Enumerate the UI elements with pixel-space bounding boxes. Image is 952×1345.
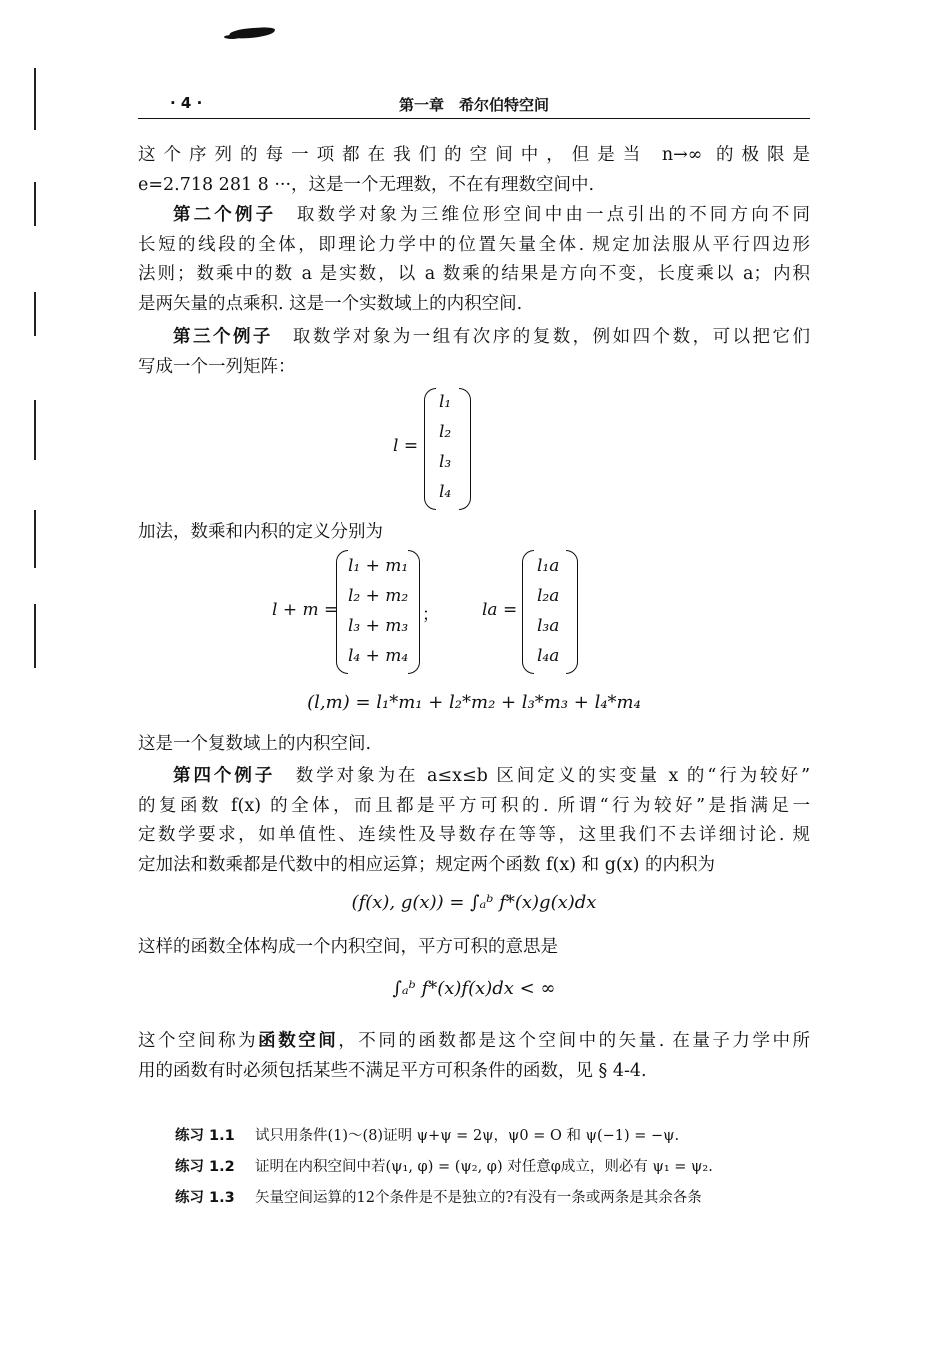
inner-product-formula: (l,m) = l₁*m₁ + l₂*m₂ + l₃*m₃ + l₄*m₄ xyxy=(307,692,641,713)
paragraph-sequence-limit xyxy=(138,141,810,200)
running-header xyxy=(138,90,810,119)
right-bracket xyxy=(566,550,578,674)
text-line: 的复函数 f(x) 的全体，而且都是平方可积的. 所谓“行为较好”是指满足一 xyxy=(138,795,810,816)
matrix-entry: l₄a xyxy=(537,646,560,666)
exercise-text: 矢量空间运算的12个条件是不是独立的?有没有一条或两条是其余各条 xyxy=(255,1190,702,1206)
vector-lhs: l = xyxy=(393,436,419,456)
text-line: 写成一个一列矩阵： xyxy=(138,356,296,377)
sum-lhs: l + m = xyxy=(272,600,339,620)
exercise-text: 试只用条件(1)～(8)证明 ψ+ψ = 2ψ，ψ0 = O 和 ψ(−1) = −ψ. xyxy=(255,1128,680,1144)
example-4 xyxy=(138,762,810,880)
scalar-lhs: la = xyxy=(482,600,518,620)
exercise-label: 练习 1.1 xyxy=(175,1128,235,1144)
matrix-entry: l₃a xyxy=(537,616,560,636)
scalar-product-matrix xyxy=(482,550,582,674)
term-function-space: 函数空间 xyxy=(258,1031,339,1051)
text-line: 这个序列的每一项都在我们的空间中，但是当 n→∞ 的极限是 xyxy=(138,145,810,165)
left-bracket xyxy=(336,550,348,674)
text-line: 是两矢量的点乘积. 这是一个实数域上的内积空间. xyxy=(138,293,523,314)
scan-edge-mark xyxy=(34,68,36,130)
column-vector-l xyxy=(393,388,483,510)
text-line: e=2.718 281 8 ···，这是一个无理数，不在有理数空间中. xyxy=(138,174,595,195)
example-4-continued xyxy=(138,933,810,963)
text-line: 这是一个复数域上的内积空间. xyxy=(138,734,372,754)
text-line: 取数学对象为三维位形空间中由一点引出的不同方向不同 xyxy=(296,205,811,225)
example-heading: 第二个例子 xyxy=(173,205,277,225)
text-line: 法则；数乘中的数 a 是实数，以 a 数乘的结果是方向不变，长度乘以 a；内积 xyxy=(138,264,810,284)
vector-entry: l₁ xyxy=(439,392,452,412)
example-3-conclusion xyxy=(138,730,810,760)
matrix-entry: l₁ + m₁ xyxy=(348,556,409,576)
text-line: 这样的函数全体构成一个内积空间，平方可积的意思是 xyxy=(138,937,558,957)
exercise-1-2 xyxy=(175,1155,815,1176)
text-line: 定加法和数乘都是代数中的相应运算；规定两个函数 f(x) 和 g(x) 的内积为 xyxy=(138,854,715,875)
exercise-label: 练习 1.2 xyxy=(175,1159,235,1175)
square-integrable-formula: ∫ₐᵇ f*(x)f(x)dx < ∞ xyxy=(392,978,556,999)
left-bracket xyxy=(424,388,436,510)
matrix-entry: l₂ + m₂ xyxy=(348,586,409,606)
vector-entry: l₃ xyxy=(439,452,452,472)
function-inner-product-formula: (f(x), g(x)) = ∫ₐᵇ f*(x)g(x)dx xyxy=(351,892,597,913)
separator: ； xyxy=(422,605,439,625)
exercise-text: 证明在内积空间中若(ψ₁, φ) = (ψ₂, φ) 对任意φ成立，则必有 ψ₁ = ψ₂. xyxy=(255,1159,713,1175)
text-line: 长短的线段的全体，即理论力学中的位置矢量全体. 规定加法服从平行四边形 xyxy=(138,234,810,255)
vector-entry: l₂ xyxy=(439,422,452,442)
text-span: ，不同的函数都是这个空间中的矢量. 在量子力学中所 xyxy=(338,1031,811,1051)
matrix-entry: l₁a xyxy=(537,556,560,576)
page-number: · 4 · xyxy=(170,94,203,112)
exercise-1-3 xyxy=(175,1186,815,1207)
example-2 xyxy=(138,201,810,319)
text-line: 定数学要求，如单值性、连续性及导数存在等等，这里我们不去详细讨论. 规 xyxy=(138,825,810,845)
exercise-label: 练习 1.3 xyxy=(175,1190,235,1206)
sum-matrix xyxy=(272,550,439,674)
text-line: 加法，数乘和内积的定义分别为 xyxy=(138,522,383,542)
matrix-entry: l₄ + m₄ xyxy=(348,646,409,666)
text-line: 取数学对象为一组有次序的复数，例如四个数，可以把它们 xyxy=(292,327,811,347)
example-3 xyxy=(138,323,810,382)
left-bracket xyxy=(522,550,534,674)
exercise-1-1 xyxy=(175,1124,815,1145)
ink-blot xyxy=(224,35,240,39)
scan-edge-mark xyxy=(34,292,36,336)
chapter-title: 第一章 希尔伯特空间 xyxy=(398,96,549,114)
text-span: 这个空间称为 xyxy=(138,1031,259,1051)
scan-edge-mark xyxy=(34,182,36,226)
example-heading: 第三个例子 xyxy=(173,327,273,347)
function-space-paragraph xyxy=(138,1027,810,1086)
definitions-intro xyxy=(138,518,810,548)
scan-edge-mark xyxy=(34,604,36,668)
text-line: 数学对象为在 a≤x≤b 区间定义的实变量 x 的“行为较好” xyxy=(295,766,811,786)
matrix-entry: l₃ + m₃ xyxy=(348,616,409,636)
right-bracket xyxy=(459,388,471,510)
text-line: 用的函数有时必须包括某些不满足平方可积条件的函数，见 § 4-4. xyxy=(138,1060,647,1081)
scan-edge-mark xyxy=(34,510,36,568)
example-heading: 第四个例子 xyxy=(173,766,276,786)
scan-edge-mark xyxy=(34,400,36,460)
matrix-entry: l₂a xyxy=(537,586,560,606)
vector-entry: l₄ xyxy=(439,482,452,502)
right-bracket xyxy=(408,550,420,674)
